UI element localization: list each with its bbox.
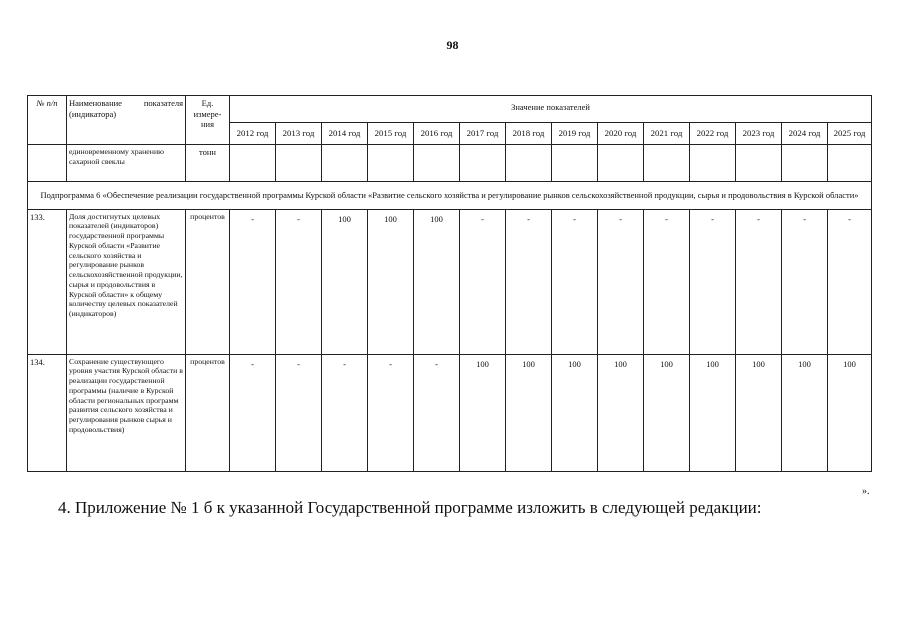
value-cell: 100 — [598, 354, 644, 471]
value-cell: 100 — [782, 354, 828, 471]
value-cell: - — [230, 209, 276, 354]
header-year: 2019 год — [552, 123, 598, 145]
header-unit: Ед. измере-ния — [186, 96, 230, 145]
value-cell: 100 — [644, 354, 690, 471]
row-unit: процентов — [186, 354, 230, 471]
value-cell — [368, 145, 414, 182]
value-cell: 100 — [322, 209, 368, 354]
value-cell: - — [690, 209, 736, 354]
value-cell: - — [414, 354, 460, 471]
value-cell: - — [506, 209, 552, 354]
value-cell: 100 — [414, 209, 460, 354]
value-cell — [690, 145, 736, 182]
subprogram-row — [28, 182, 872, 210]
value-cell: - — [368, 354, 414, 471]
header-year: 2020 год — [598, 123, 644, 145]
value-cell: 100 — [690, 354, 736, 471]
value-cell — [782, 145, 828, 182]
header-year: 2018 год — [506, 123, 552, 145]
value-cell — [598, 145, 644, 182]
row-indicator-name: Доля достигнутых целевых показателей (индикаторов) государственной программы Курской области «Развитие сельского хозяйства и регулирование рынков сельскохозяйственной продукции, сырья и продовольствия в Курской области» к общему количеству целевых показателей (индикаторов) — [67, 209, 186, 354]
table-row — [28, 354, 872, 471]
header-indicator-name — [67, 96, 186, 145]
header-year: 2013 год — [276, 123, 322, 145]
value-cell: - — [276, 209, 322, 354]
row-unit: процентов — [186, 209, 230, 354]
value-cell — [828, 145, 872, 182]
value-cell — [552, 145, 598, 182]
subprogram-title: Подпрограмма 6 «Обеспечение реализации государственной программы Курской области «Развитие сельского хозяйства и регулирование рынков сельскохозяйственной продукции, сырья и продовольствия в Курской области» — [28, 182, 872, 210]
value-cell: - — [644, 209, 690, 354]
header-name-word3: (индикатора) — [69, 108, 117, 119]
header-name-word2: показателя — [143, 98, 183, 108]
page-number: 98 — [446, 38, 459, 52]
closing-quote-mark: ». — [862, 486, 870, 497]
value-cell: 100 — [828, 354, 872, 471]
table-row — [28, 209, 872, 354]
value-cell — [644, 145, 690, 182]
body-paragraph: 4. Приложение № 1 б к указанной Государственной программе изложить в следующей редакции: — [58, 498, 762, 517]
table-header — [28, 96, 872, 145]
value-cell: - — [460, 209, 506, 354]
header-number: № п/п — [28, 96, 67, 145]
value-cell — [322, 145, 368, 182]
value-cell: - — [230, 354, 276, 471]
header-year: 2015 год — [368, 123, 414, 145]
row-number: 133. — [28, 209, 67, 354]
header-year: 2014 год — [322, 123, 368, 145]
value-cell: 100 — [552, 354, 598, 471]
header-year: 2017 год — [460, 123, 506, 145]
value-cell: - — [552, 209, 598, 354]
indicators-table — [27, 95, 872, 472]
continued-row-number — [28, 145, 67, 182]
header-year: 2025 год — [828, 123, 872, 145]
value-cell: - — [322, 354, 368, 471]
continued-row — [28, 145, 872, 182]
value-cell — [230, 145, 276, 182]
value-cell — [460, 145, 506, 182]
value-cell: 100 — [460, 354, 506, 471]
value-cell: - — [828, 209, 872, 354]
value-cell: 100 — [736, 354, 782, 471]
value-cell: - — [598, 209, 644, 354]
header-year: 2021 год — [644, 123, 690, 145]
row-indicator-name: Сохранение существующего уровня участия Курской области в реализации государственной программы (наличие в Курской области региональных программ развития сельского хозяйства и регулирования рынков сырья и продовольствия) — [67, 354, 186, 471]
value-cell — [736, 145, 782, 182]
value-cell — [276, 145, 322, 182]
header-year: 2024 год — [782, 123, 828, 145]
header-year: 2022 год — [690, 123, 736, 145]
header-year: 2023 год — [736, 123, 782, 145]
continued-row-unit: тонн — [186, 145, 230, 182]
value-cell: - — [276, 354, 322, 471]
row-number: 134. — [28, 354, 67, 471]
value-cell: 100 — [506, 354, 552, 471]
header-year: 2012 год — [230, 123, 276, 145]
value-cell: 100 — [368, 209, 414, 354]
header-name-word1: Наименование — [69, 98, 122, 108]
value-cell — [414, 145, 460, 182]
value-cell — [506, 145, 552, 182]
header-values-title: Значение показателей — [230, 96, 872, 123]
value-cell: - — [736, 209, 782, 354]
header-year: 2016 год — [414, 123, 460, 145]
continued-row-name: единовременному хранению сахарной свеклы — [67, 145, 186, 182]
value-cell: - — [782, 209, 828, 354]
